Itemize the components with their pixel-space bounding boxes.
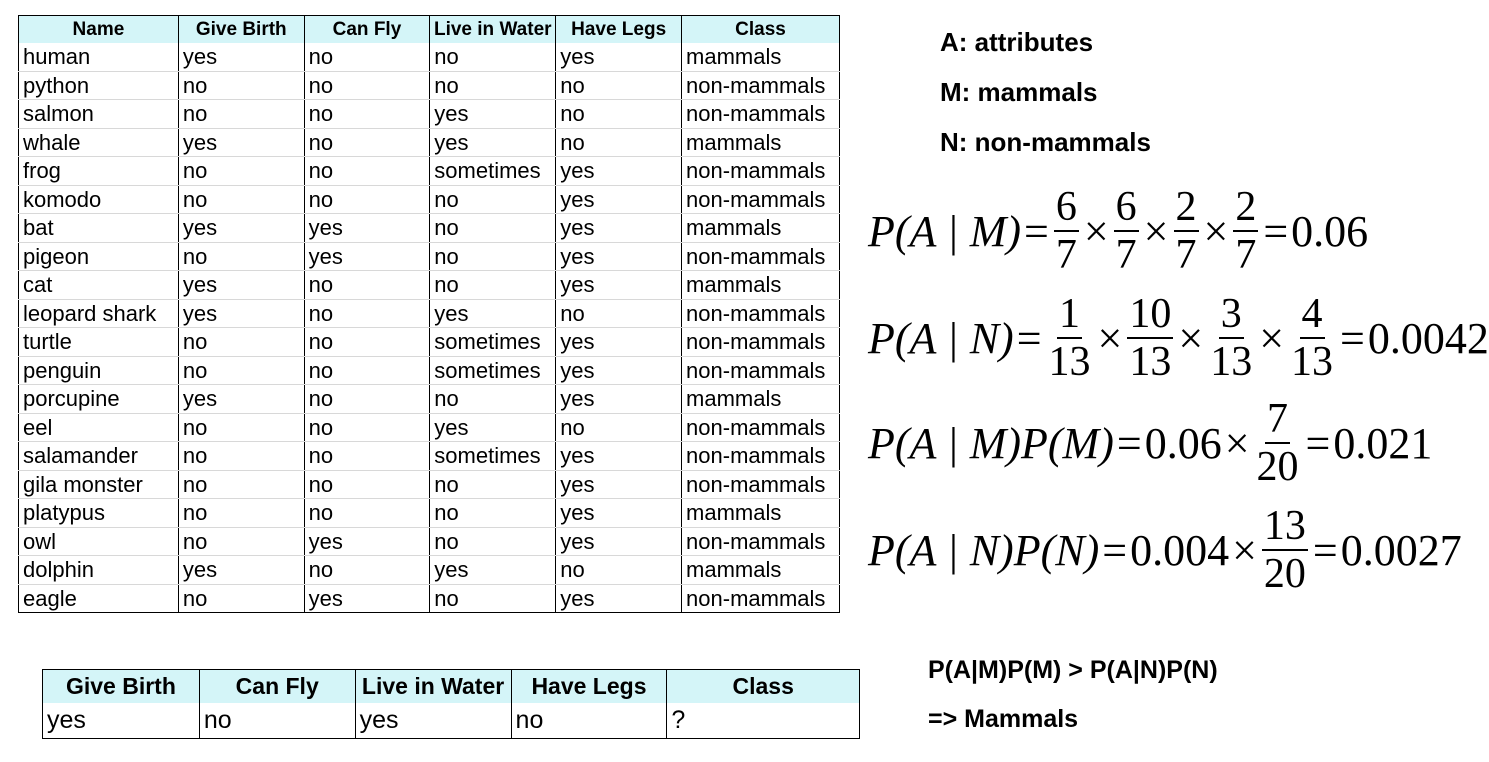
table-cell: no (304, 128, 430, 157)
eq3-lhs: P(A | M)P(M) (868, 418, 1114, 468)
table-cell: no (178, 413, 304, 442)
table-cell: no (178, 71, 304, 100)
eq2-lhs: P(A | N) (868, 313, 1014, 363)
table-cell: salamander (19, 442, 179, 471)
table-cell: yes (556, 214, 682, 243)
table-cell: python (19, 71, 179, 100)
table-row (19, 556, 840, 585)
table-cell: komodo (19, 185, 179, 214)
table-cell: no (430, 71, 556, 100)
table-cell: no (304, 271, 430, 300)
table-cell: yes (556, 43, 682, 71)
training-data-table (18, 15, 840, 613)
table-cell: yes (556, 356, 682, 385)
table-cell: yes (556, 442, 682, 471)
table-row (19, 185, 840, 214)
eq2-result: 0.0042 (1367, 313, 1489, 363)
table-cell: non-mammals (682, 157, 840, 186)
eq4-result: 0.0027 (1340, 525, 1462, 575)
table-cell: no (430, 271, 556, 300)
query-cell: ? (667, 703, 860, 739)
eq3-factor: 0.06 (1144, 418, 1222, 468)
equation-joint-non-mammals: P(A | N)P(N) = 0.004 × $\frac{13}{20}$ = 0.0027 (868, 503, 1462, 597)
table-cell: yes (556, 157, 682, 186)
table-cell: yes (430, 128, 556, 157)
table-cell: platypus (19, 499, 179, 528)
table-cell: no (430, 584, 556, 613)
table-row (19, 214, 840, 243)
table-cell: no (304, 442, 430, 471)
table-cell: non-mammals (682, 328, 840, 357)
eq2-frac-3: $\frac{3}{13}$ (1210, 291, 1253, 385)
table-cell: mammals (682, 128, 840, 157)
column-header: Have Legs (556, 16, 682, 44)
table-header-row (19, 16, 840, 44)
table-cell: no (556, 413, 682, 442)
query-column-header: Class (667, 670, 860, 704)
query-cell: no (199, 703, 355, 739)
table-row (19, 385, 840, 414)
table-cell: cat (19, 271, 179, 300)
equation-joint-mammals: P(A | M)P(M) = 0.06 × $\frac{7}{20}$ = 0.021 (868, 396, 1433, 490)
query-row (43, 703, 860, 739)
table-cell: salmon (19, 100, 179, 129)
table-row (19, 328, 840, 357)
conclusion-statement: => Mammals (928, 705, 1079, 733)
table-cell: sometimes (430, 442, 556, 471)
eq1-frac-2: $\frac{6}{7}$ (1115, 184, 1137, 278)
table-row (19, 128, 840, 157)
table-cell: yes (556, 470, 682, 499)
table-row (19, 413, 840, 442)
table-cell: non-mammals (682, 242, 840, 271)
table-cell: no (430, 385, 556, 414)
table-cell: gila monster (19, 470, 179, 499)
query-cell: no (511, 703, 667, 739)
table-cell: owl (19, 527, 179, 556)
table-row (19, 100, 840, 129)
table-cell: yes (178, 385, 304, 414)
table-cell: yes (178, 556, 304, 585)
query-column-header: Live in Water (355, 670, 511, 704)
query-record-table (42, 669, 860, 739)
table-row (19, 271, 840, 300)
table-cell: no (178, 157, 304, 186)
table-cell: no (304, 556, 430, 585)
table-cell: dolphin (19, 556, 179, 585)
table-cell: yes (556, 328, 682, 357)
eq1-result: 0.06 (1291, 206, 1369, 256)
table-cell: no (178, 527, 304, 556)
table-cell: sometimes (430, 157, 556, 186)
definition-non-mammals: N: non-mammals (940, 127, 1151, 157)
table-cell: yes (556, 584, 682, 613)
query-cell: yes (355, 703, 511, 739)
table-cell: no (430, 185, 556, 214)
table-cell: yes (556, 385, 682, 414)
table-cell: human (19, 43, 179, 71)
eq4-factor: 0.004 (1130, 525, 1230, 575)
table-cell: pigeon (19, 242, 179, 271)
table-cell: eel (19, 413, 179, 442)
table-cell: mammals (682, 385, 840, 414)
column-header: Can Fly (304, 16, 430, 44)
table-cell: no (304, 356, 430, 385)
table-cell: yes (304, 214, 430, 243)
table-cell: eagle (19, 584, 179, 613)
column-header: Give Birth (178, 16, 304, 44)
table-cell: non-mammals (682, 185, 840, 214)
eq2-frac-4: $\frac{4}{13}$ (1291, 291, 1334, 385)
eq1-lhs: P(A | M) (868, 206, 1022, 256)
table-row (19, 442, 840, 471)
column-header: Name (19, 16, 179, 44)
table-cell: no (304, 328, 430, 357)
equation-p-a-given-n: P(A | N) = $\frac{1}{13}$ × $\frac{10}{13}$ × $\frac{3}{13}$ × $\frac{4}{13}$ = 0.0042 (868, 291, 1489, 385)
table-row (19, 499, 840, 528)
eq3-frac: $\frac{7}{20}$ (1256, 396, 1299, 490)
table-cell: yes (430, 100, 556, 129)
table-cell: mammals (682, 556, 840, 585)
eq1-frac-4: $\frac{2}{7}$ (1235, 184, 1257, 278)
table-cell: porcupine (19, 385, 179, 414)
eq4-frac: $\frac{13}{20}$ (1263, 503, 1306, 597)
table-cell: non-mammals (682, 299, 840, 328)
table-cell: frog (19, 157, 179, 186)
table-cell: yes (178, 271, 304, 300)
table-cell: yes (556, 242, 682, 271)
query-column-header: Have Legs (511, 670, 667, 704)
table-cell: no (430, 214, 556, 243)
table-row (19, 356, 840, 385)
table-cell: non-mammals (682, 527, 840, 556)
comparison-statement: P(A|M)P(M) > P(A|N)P(N) (928, 656, 1218, 684)
table-cell: yes (556, 271, 682, 300)
table-cell: no (556, 556, 682, 585)
table-row (19, 71, 840, 100)
table-row (19, 527, 840, 556)
table-cell: sometimes (430, 328, 556, 357)
table-cell: non-mammals (682, 442, 840, 471)
eq1-frac-1: $\frac{6}{7}$ (1055, 184, 1077, 278)
table-cell: no (304, 499, 430, 528)
table-row (19, 299, 840, 328)
eq4-lhs: P(A | N)P(N) (868, 525, 1100, 575)
table-cell: bat (19, 214, 179, 243)
table-cell: sometimes (430, 356, 556, 385)
table-cell: non-mammals (682, 71, 840, 100)
table-cell: yes (178, 214, 304, 243)
table-cell: yes (430, 556, 556, 585)
equation-p-a-given-m: P(A | M) = $\frac{6}{7}$ × $\frac{6}{7}$ × $\frac{2}{7}$ × $\frac{2}{7}$ = 0.06 (868, 184, 1369, 278)
table-cell: yes (556, 527, 682, 556)
table-cell: no (430, 242, 556, 271)
table-cell: no (178, 100, 304, 129)
eq1-frac-3: $\frac{2}{7}$ (1175, 184, 1197, 278)
table-cell: yes (304, 527, 430, 556)
table-cell: no (430, 527, 556, 556)
table-cell: non-mammals (682, 413, 840, 442)
table-cell: no (304, 43, 430, 71)
table-cell: no (430, 43, 556, 71)
table-cell: non-mammals (682, 356, 840, 385)
table-cell: no (178, 185, 304, 214)
table-cell: no (556, 128, 682, 157)
table-cell: no (178, 442, 304, 471)
table-cell: mammals (682, 499, 840, 528)
table-cell: yes (304, 242, 430, 271)
definition-attributes: A: attributes (940, 27, 1094, 57)
table-cell: no (556, 299, 682, 328)
query-column-header: Give Birth (43, 670, 200, 704)
table-cell: yes (556, 499, 682, 528)
table-row (19, 584, 840, 613)
definition-mammals: M: mammals (940, 77, 1098, 107)
table-row (19, 157, 840, 186)
table-cell: non-mammals (682, 100, 840, 129)
table-cell: no (178, 242, 304, 271)
table-cell: turtle (19, 328, 179, 357)
table-cell: no (430, 470, 556, 499)
query-header-row (43, 670, 860, 704)
table-cell: mammals (682, 271, 840, 300)
table-row (19, 43, 840, 71)
table-cell: no (304, 185, 430, 214)
table-cell: no (556, 100, 682, 129)
eq2-frac-1: $\frac{1}{13}$ (1048, 291, 1091, 385)
table-cell: no (304, 157, 430, 186)
table-cell: no (304, 385, 430, 414)
query-cell: yes (43, 703, 200, 739)
table-cell: mammals (682, 214, 840, 243)
table-cell: non-mammals (682, 470, 840, 499)
table-cell: no (304, 470, 430, 499)
table-cell: no (178, 470, 304, 499)
table-cell: no (178, 328, 304, 357)
table-cell: no (304, 413, 430, 442)
table-row (19, 242, 840, 271)
table-cell: yes (178, 128, 304, 157)
table-body (19, 43, 840, 613)
table-cell: no (178, 584, 304, 613)
table-cell: penguin (19, 356, 179, 385)
table-cell: yes (430, 299, 556, 328)
table-cell: no (556, 71, 682, 100)
query-column-header: Can Fly (199, 670, 355, 704)
table-cell: yes (556, 185, 682, 214)
table-row (19, 470, 840, 499)
table-cell: yes (430, 413, 556, 442)
table-cell: yes (304, 584, 430, 613)
table-cell: no (304, 71, 430, 100)
table-cell: non-mammals (682, 584, 840, 613)
table-cell: yes (178, 43, 304, 71)
table-cell: mammals (682, 43, 840, 71)
table-cell: leopard shark (19, 299, 179, 328)
table-cell: no (430, 499, 556, 528)
eq2-frac-2: $\frac{10}{13}$ (1129, 291, 1172, 385)
table-cell: no (178, 499, 304, 528)
table-cell: yes (178, 299, 304, 328)
table-cell: no (304, 299, 430, 328)
eq3-result: 0.021 (1333, 418, 1433, 468)
table-cell: whale (19, 128, 179, 157)
table-cell: no (304, 100, 430, 129)
column-header: Class (682, 16, 840, 44)
column-header: Live in Water (430, 16, 556, 44)
table-cell: no (178, 356, 304, 385)
